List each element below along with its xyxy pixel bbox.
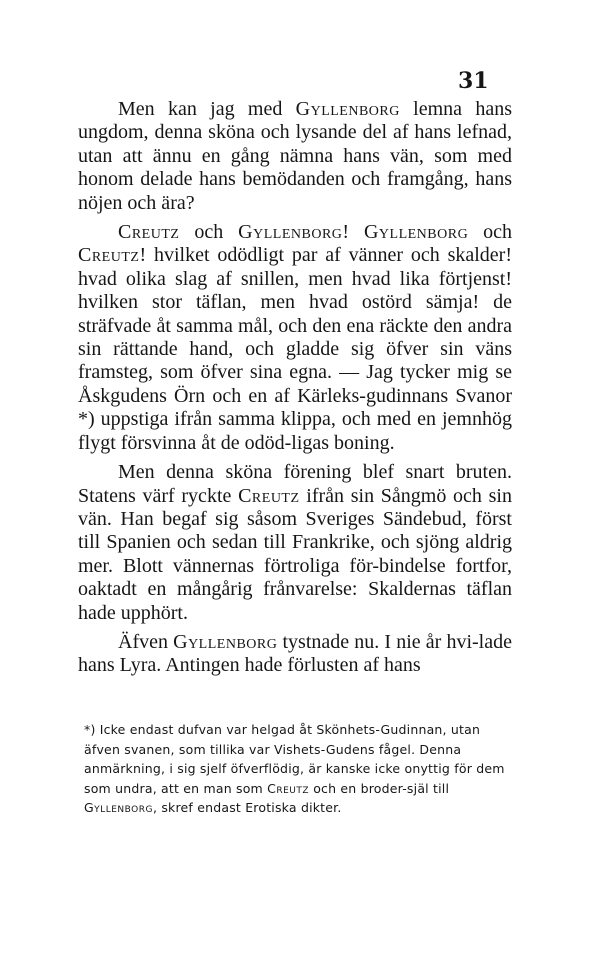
text-segment: ifrån sin Sångmö och sin vän. Han begaf sig såsom Sveriges Sändebud, först till Spanien och sedan till Frankrike, och sjöng aldrig mer. Blott vännernas förtroliga för-bindelse fortfor, oaktadt en mångårig frånvarelse: Skaldernas täflan hade upphört. bbox=[78, 484, 512, 624]
text-segment: och bbox=[179, 221, 239, 244]
footnote-marker: *) bbox=[84, 722, 100, 737]
text-segment: och en broder-själ till bbox=[309, 780, 450, 796]
person-name: Gyllenborg bbox=[363, 221, 469, 244]
text-segment: tystnade nu. I nie år hvi-lade hans Lyra. Antingen hade förlusten af hans bbox=[78, 630, 512, 677]
body-text bbox=[78, 98, 512, 684]
footnote bbox=[84, 720, 508, 818]
paragraph-3 bbox=[78, 461, 512, 625]
person-name: Gyllenborg bbox=[173, 630, 278, 653]
text-segment: ! bbox=[342, 221, 364, 244]
paragraph-1 bbox=[78, 98, 512, 215]
person-name: Creutz bbox=[267, 780, 310, 796]
person-name: Gyllenborg bbox=[84, 800, 153, 815]
text-segment: Icke endast dufvan var helgad åt Skönhets-Gudinnan, utan äfven svanen, som tillika var Vishets-Gudens fågel. Denna anmärkning, i sig sjelf öfverflödig, är kanske icke onyttig för dem som undra, att en man som bbox=[84, 722, 505, 796]
page-number: 31 bbox=[458, 68, 489, 94]
person-name: Gyllenborg bbox=[295, 98, 400, 120]
text-segment: lemna hans ungdom, denna sköna och lysande del af hans lefnad, utan att ännu en gång nämna hans vän, som med honom delade hans bemödanden och framgång, hans nöjen och ära? bbox=[78, 98, 513, 214]
text-segment: Men kan jag med bbox=[118, 98, 296, 120]
person-name: Creutz bbox=[118, 221, 180, 244]
paragraph-4 bbox=[78, 631, 512, 678]
text-segment: ! hvilket odödligt par af vänner och skalder! hvad olika slag af snillen, men hvad lika förtjenst! hvilken stor täflan, men hvad ostörd sämja! de sträfvade åt samma mål, och den ena räckte den andra sin rättande hand, och gladde sig öfver sin väns framsteg, som öfver sina egna. — Jag tycker mig se Åskgudens Örn och en af Kärleks-gudinnans Svanor *) uppstiga ifrån samma klippa, och med en jemnhög flygt försvinna åt de odöd-ligas boning. bbox=[78, 244, 512, 454]
text-segment: Äfven bbox=[118, 630, 174, 653]
text-segment: Men denna sköna förening blef snart bruten. Statens värf ryckte bbox=[78, 461, 512, 507]
person-name: Creutz bbox=[238, 484, 300, 507]
person-name: Creutz bbox=[78, 244, 140, 267]
paragraph-2 bbox=[78, 221, 512, 455]
footnote-text bbox=[84, 720, 508, 818]
text-segment: , skref endast Erotiska dikter. bbox=[152, 800, 342, 815]
person-name: Gyllenborg bbox=[238, 221, 343, 244]
text-segment: och bbox=[468, 221, 512, 244]
